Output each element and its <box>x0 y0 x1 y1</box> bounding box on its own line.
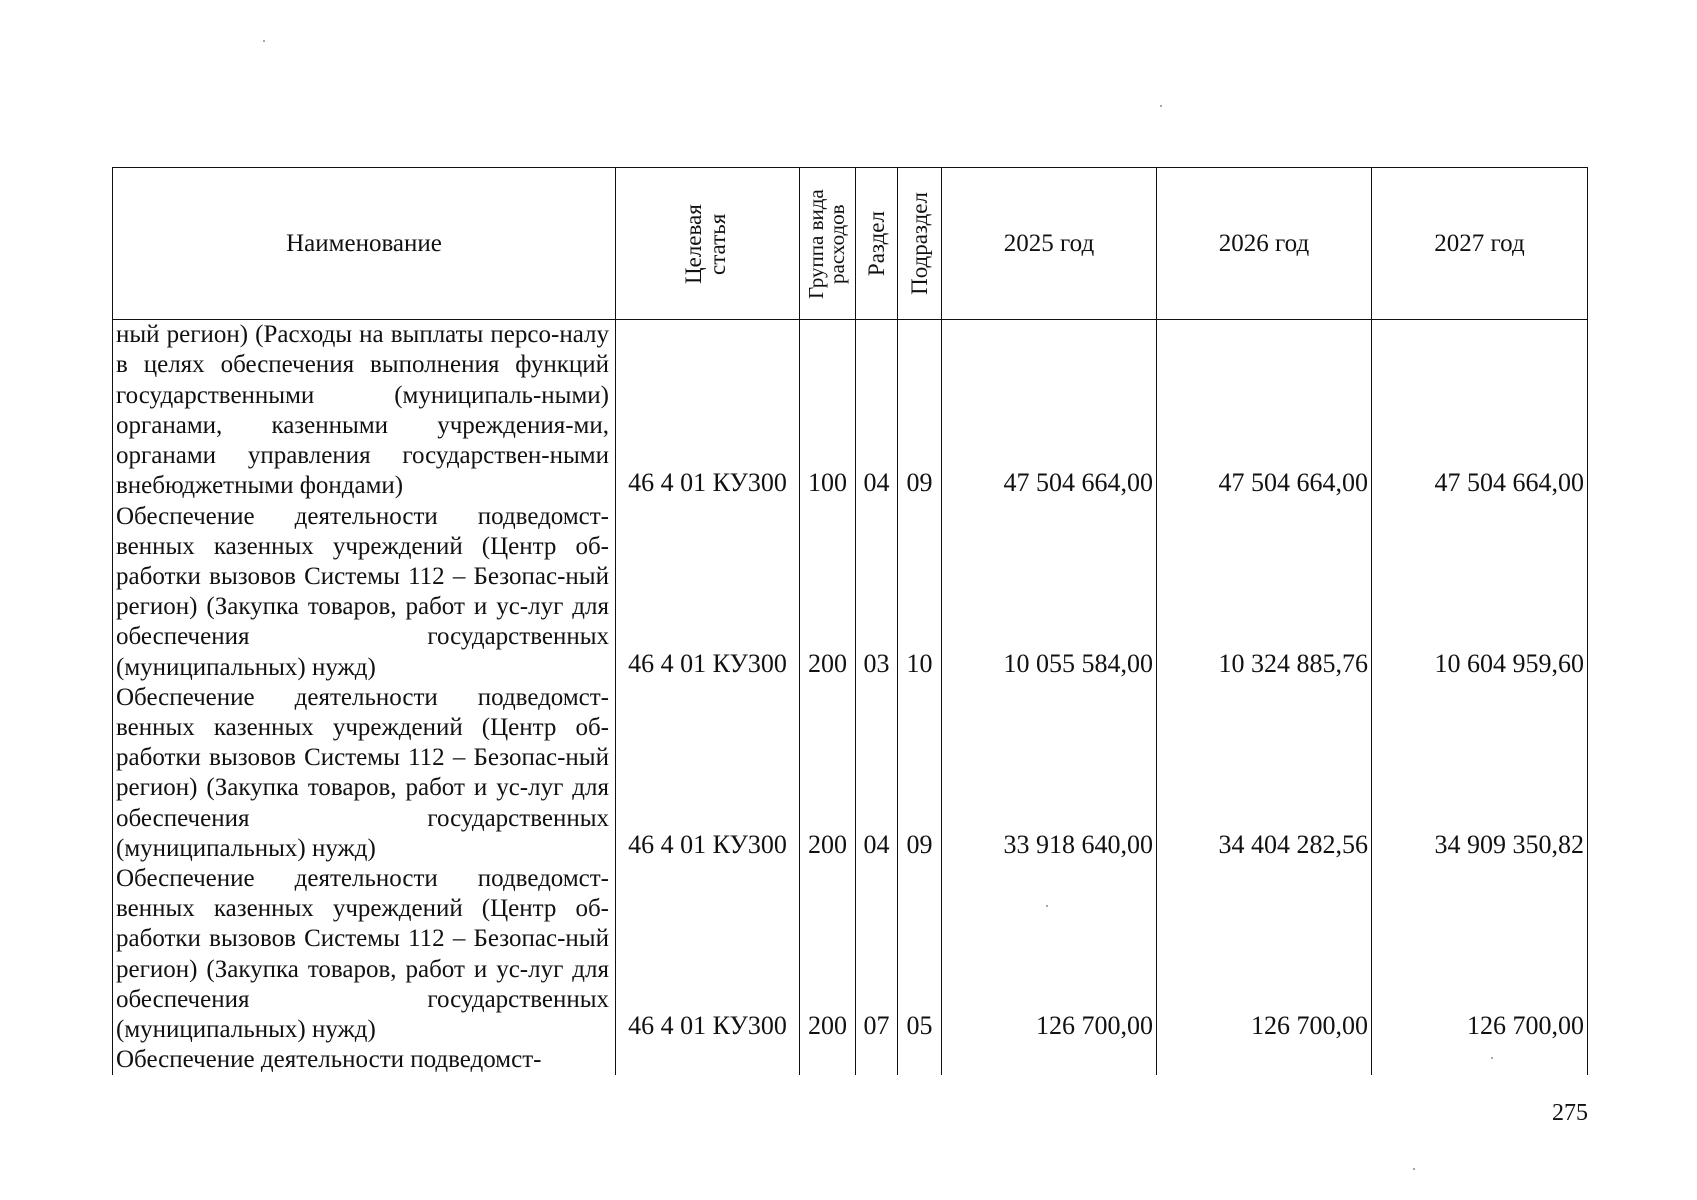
row-name-continued: Обеспечение деятельности подведомст- <box>113 1045 616 1075</box>
row-subsection: 05 <box>898 864 942 1045</box>
row-name: Обеспечение деятельности подведомст-венных казенных учреждений (Центр об-работки вызовов Системы 112 – Безопас-ный регион) (Закупка товаров, работ и ус-луг для обеспечения государственных (муниципальных) нужд) <box>113 502 616 683</box>
row-expense-group: 100 <box>800 320 856 502</box>
header-year-2027: 2027 год <box>1372 168 1588 320</box>
row-subsection: 09 <box>898 320 942 502</box>
row-subsection: 10 <box>898 502 942 683</box>
scan-speck <box>263 40 265 42</box>
row-name: Обеспечение деятельности подведомст-венных казенных учреждений (Центр об-работки вызовов Системы 112 – Безопас-ный регион) (Закупка товаров, работ и ус-луг для обеспечения государственных (муниципальных) нужд) <box>113 864 616 1045</box>
row-amount-2027: 34 909 350,82 <box>1372 683 1588 864</box>
table-row <box>113 683 1588 864</box>
row-expense-group: 200 <box>800 502 856 683</box>
row-expense-group: 200 <box>800 864 856 1045</box>
row-amount-2027: 126 700,00 <box>1372 864 1588 1045</box>
row-section: 03 <box>856 502 898 683</box>
budget-table <box>112 167 1588 1075</box>
table-row <box>113 864 1588 1045</box>
header-year-2025: 2025 год <box>942 168 1157 320</box>
header-target-article <box>616 168 800 320</box>
row-amount-2026: 126 700,00 <box>1157 864 1372 1045</box>
row-name: ный регион) (Расходы на выплаты персо-налу в целях обеспечения выполнения функций государственными (муниципаль-ными) органами, казенными учреждения-ми, органами управления государствен-ными внебюджетными фондами) <box>113 320 616 502</box>
row-expense-group: 200 <box>800 683 856 864</box>
row-section: 04 <box>856 320 898 502</box>
row-target-article: 46 4 01 КУ300 <box>616 502 800 683</box>
header-expense-group-label: Группа вида расходов <box>803 188 849 299</box>
scan-speck <box>1491 1057 1493 1059</box>
row-amount-2026: 10 324 885,76 <box>1157 502 1372 683</box>
row-name: Обеспечение деятельности подведомст-венных казенных учреждений (Центр об-работки вызовов Системы 112 – Безопас-ный регион) (Закупка товаров, работ и ус-луг для обеспечения государственных (муниципальных) нужд) <box>113 683 616 864</box>
row-amount-2025: 10 055 584,00 <box>942 502 1157 683</box>
header-subsection <box>898 168 942 320</box>
header-section <box>856 168 898 320</box>
table-row-continued <box>113 1045 1588 1075</box>
header-expense-group <box>800 168 856 320</box>
table-header-row <box>113 168 1588 320</box>
row-section: 07 <box>856 864 898 1045</box>
row-amount-2025: 126 700,00 <box>942 864 1157 1045</box>
row-amount-2026: 47 504 664,00 <box>1157 320 1372 502</box>
page-number: 275 <box>1552 1100 1588 1126</box>
row-target-article: 46 4 01 КУ300 <box>616 864 800 1045</box>
header-subsection-label: Подраздел <box>906 192 932 295</box>
header-section-label: Раздел <box>863 210 889 277</box>
scan-speck <box>1046 905 1048 907</box>
row-target-article: 46 4 01 КУ300 <box>616 320 800 502</box>
header-target-article-label: Целевая статья <box>680 203 730 284</box>
row-amount-2026: 34 404 282,56 <box>1157 683 1372 864</box>
row-subsection: 09 <box>898 683 942 864</box>
scan-speck <box>1413 1168 1415 1170</box>
row-amount-2025: 33 918 640,00 <box>942 683 1157 864</box>
header-name: Наименование <box>113 168 616 320</box>
scan-speck <box>1160 105 1162 107</box>
row-amount-2025: 47 504 664,00 <box>942 320 1157 502</box>
row-amount-2027: 47 504 664,00 <box>1372 320 1588 502</box>
row-amount-2027: 10 604 959,60 <box>1372 502 1588 683</box>
header-year-2026: 2026 год <box>1157 168 1372 320</box>
table-row <box>113 320 1588 502</box>
row-section: 04 <box>856 683 898 864</box>
table-row <box>113 502 1588 683</box>
row-target-article: 46 4 01 КУ300 <box>616 683 800 864</box>
